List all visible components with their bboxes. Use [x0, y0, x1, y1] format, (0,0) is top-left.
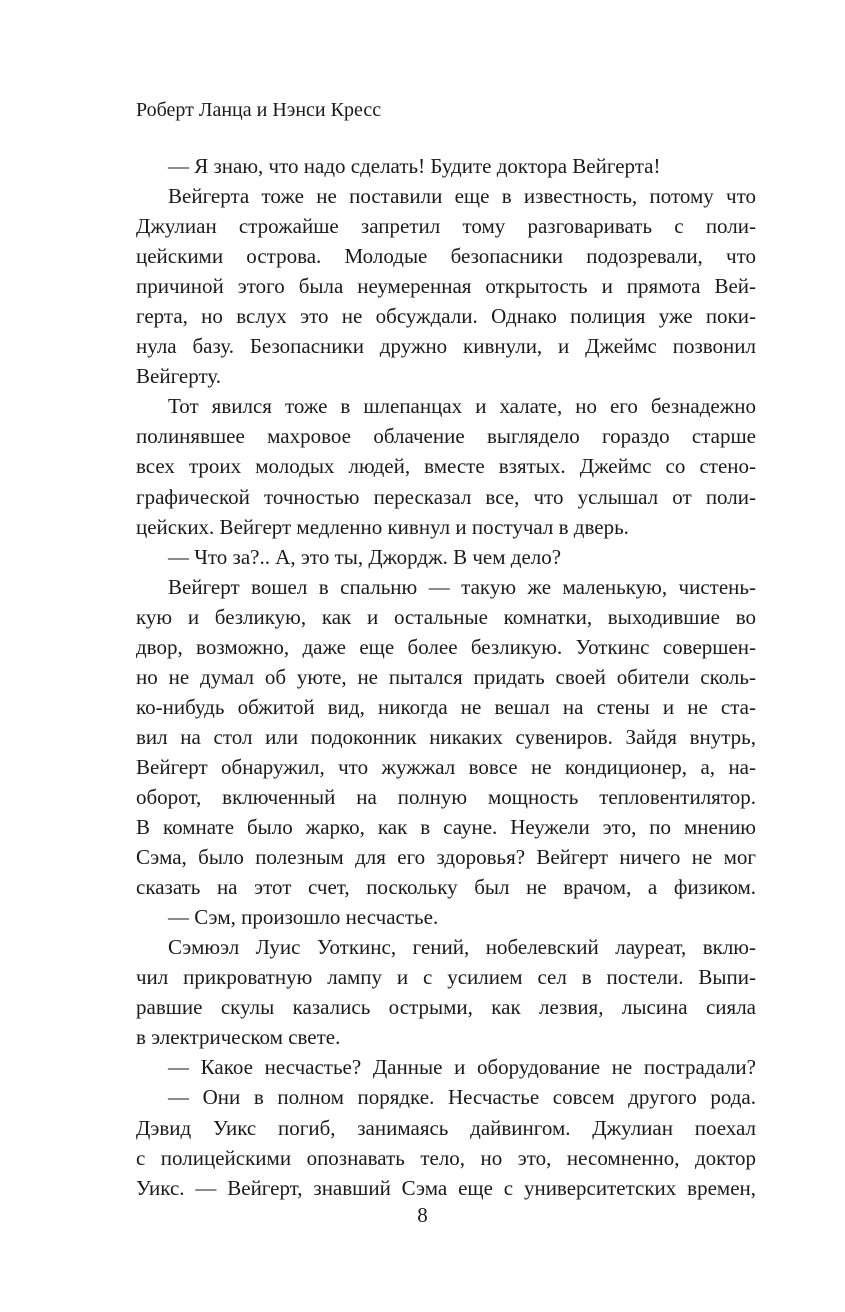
- text-line: Вейгерту.: [136, 364, 221, 389]
- text-line: причиной этого была неумеренная открытость и прямота Вей-: [136, 274, 756, 299]
- text-line: Тот явился тоже в шлепанцах и халате, но его безнадежно: [168, 394, 756, 419]
- text-line: оборот, включенный на полную мощность тепловентилятор.: [136, 784, 756, 809]
- text-line: — Я знаю, что надо сделать! Будите доктора Вейгерта!: [168, 154, 661, 178]
- text-line: равшие скулы казались острыми, как лезвия, лысина сияла: [136, 995, 756, 1020]
- text-line: — Они в полном порядке. Несчастье совсем другого рода.: [168, 1085, 756, 1110]
- text-line: нула базу. Безопасники дружно кивнули, и Джеймс позвонил: [136, 334, 756, 359]
- text-line: — Какое несчастье? Данные и оборудование не пострадали?: [168, 1055, 756, 1080]
- text-line: Сэмюэл Луис Уоткинс, гений, нобелевский лауреат, вклю-: [168, 935, 756, 960]
- running-head: Роберт Ланца и Нэнси Кресс: [136, 99, 382, 121]
- text-line: цейскими острова. Молодые безопасники подозревали, что: [136, 244, 756, 269]
- text-line: Вейгерт вошел в спальню — такую же маленькую, чистень-: [168, 574, 756, 599]
- text-line: всех троих молодых людей, вместе взятых. Джеймс со стено-: [136, 454, 756, 479]
- text-line: Вейгерта тоже не поставили еще в известность, потому что: [168, 184, 756, 209]
- text-line: вил на стол или подоконник никаких сувениров. Зайдя внутрь,: [136, 724, 756, 749]
- text-line: но не думал об уюте, не пытался придать своей обители сколь-: [136, 664, 756, 689]
- text-line: — Что за?.. А, это ты, Джордж. В чем дело?: [168, 544, 562, 569]
- text-line: Дэвид Уикс погиб, занимаясь дайвингом. Джулиан поехал: [136, 1115, 756, 1140]
- text-line: чил прикроватную лампу и с усилием сел в постели. Выпи-: [136, 965, 756, 990]
- text-line: Сэма, было полезным для его здоровья? Вейгерт ничего не мог: [136, 845, 756, 870]
- text-line: Вейгерт обнаружил, что жужжал вовсе не кондиционер, а, на-: [136, 754, 756, 779]
- text-line: ко-нибудь обжитой вид, никогда не вешал на стены и не ста-: [136, 694, 756, 719]
- text-line: В комнате было жарко, как в сауне. Неужели это, по мнению: [136, 815, 756, 840]
- text-line: — Сэм, произошло несчастье.: [168, 905, 439, 930]
- text-line: в электрическом свете.: [136, 1025, 341, 1050]
- text-line: Джулиан строжайше запретил тому разговаривать с поли-: [136, 214, 756, 239]
- page-number: 8: [417, 1203, 428, 1227]
- text-line: Уикс. — Вейгерт, знавший Сэма еще с университетских времен,: [136, 1175, 756, 1200]
- text-line: сказать на этот счет, поскольку был не врачом, а физиком.: [136, 875, 756, 900]
- text-line: полинявшее махровое облачение выглядело гораздо старше: [136, 424, 756, 449]
- text-line: с полицейскими опознавать тело, но это, несомненно, доктор: [136, 1145, 756, 1170]
- text-line: цейских. Вейгерт медленно кивнул и постучал в дверь.: [136, 514, 629, 539]
- text-line: кую и безликую, как и остальные комнатки, выходившие во: [136, 604, 756, 629]
- text-line: двор, возможно, даже еще более безликую. Уоткинс совершен-: [136, 634, 756, 659]
- text-line: герта, но вслух это не обсуждали. Однако полиция уже поки-: [136, 304, 756, 329]
- body-text: [136, 151, 756, 1203]
- text-line: графической точностью пересказал все, что услышал от поли-: [136, 484, 756, 509]
